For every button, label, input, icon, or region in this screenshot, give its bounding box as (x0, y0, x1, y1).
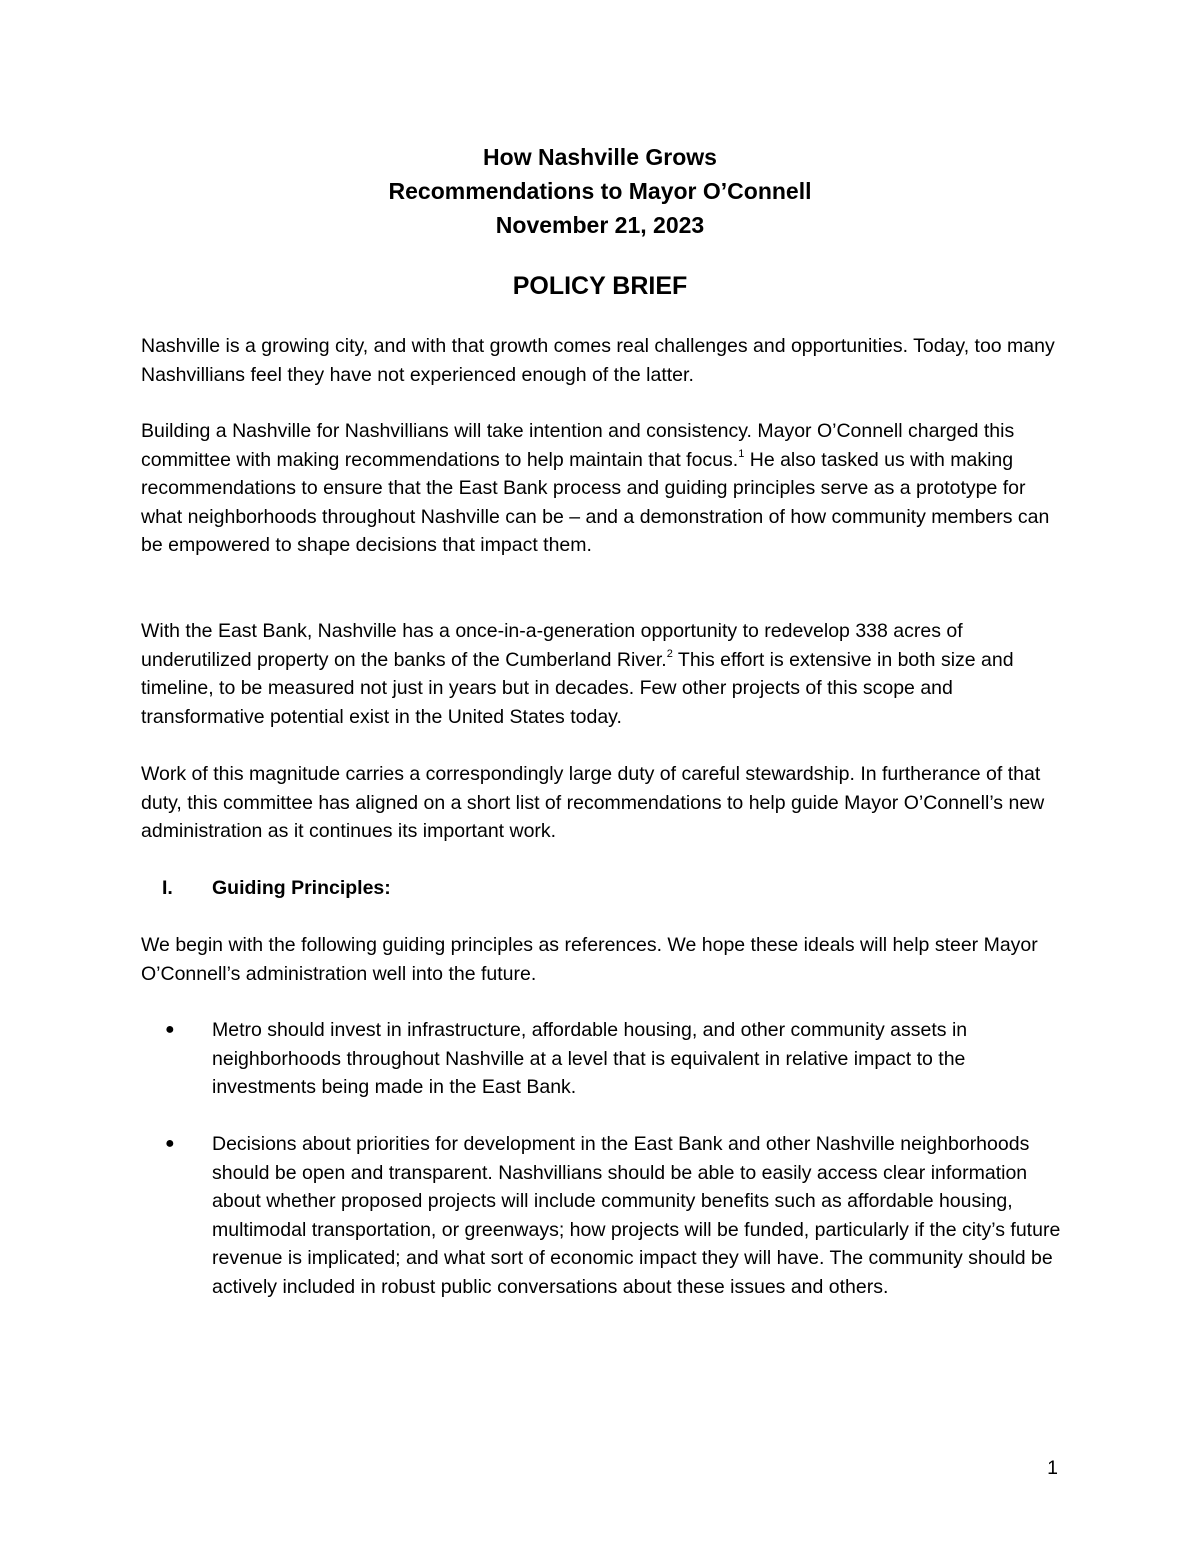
paragraph-text: He also tasked us with making recommendations to ensure that the East Bank process and guiding principles serve as a prototype for what neighborhoods throughout Nashville can be – and a demonstration of how community members can be empowered to shape decisions that impact them. (141, 448, 1050, 557)
paragraph-principles-intro: We begin with the following guiding principles as references. We hope these ideals will help steer Mayor O’Connell’s administration well into the future. (141, 934, 1038, 985)
paragraph-text: Building a Nashville for Nashvillians will take intention and consistency. Mayor O’Connell charged this committee with making recommendations to help maintain that focus. (141, 420, 1015, 471)
footnote-ref-1[interactable]: 1 (738, 448, 745, 461)
title-line-2: Recommendations to Mayor O’Connell (388, 178, 812, 204)
title-line-1: How Nashville Grows (483, 144, 717, 170)
paragraph-text: With the East Bank, Nashville has a once-in-a-generation opportunity to redevelop 338 acres of underutilized property on the banks of the Cumberland River. (141, 620, 963, 671)
section-title: Guiding Principles: (212, 877, 391, 899)
bullet-text: Decisions about priorities for development in the East Bank and other Nashville neighborhoods should be open and transparent. Nashvillians should be able to easily access clear information about whether proposed projects will include community benefits such as affordable housing, multimodal transportation, or greenways; how projects will be funded, particularly if the city’s future revenue is implicated; and what sort of economic impact they will have. The community should be actively included in robust public conversations about these issues and others. (212, 1133, 1061, 1298)
paragraph-east-bank (141, 617, 1071, 731)
title-line-3-date: November 21, 2023 (495, 212, 705, 238)
footnote-ref-2[interactable]: 2 (666, 648, 673, 661)
bullet-marker: ● (165, 1021, 175, 1038)
section-numeral: I. (162, 877, 173, 899)
document-title (0, 140, 1200, 242)
bullet-text: Metro should invest in infrastructure, affordable housing, and other community assets in neighborhoods throughout Nashville at a level that is equivalent in relative impact to the investments being made in the East Bank. (212, 1019, 968, 1099)
page-number: 1 (1047, 1457, 1058, 1479)
bullet-marker: ● (165, 1135, 175, 1152)
paragraph-committee-charge (141, 417, 1071, 560)
paragraph-intro: Nashville is a growing city, and with that growth comes real challenges and opportunities. Today, too many Nashvillians feel they have not experienced enough of the latter. (141, 335, 1055, 386)
section-heading-guiding-principles (162, 874, 391, 902)
policy-brief-heading: POLICY BRIEF (512, 272, 688, 300)
paragraph-text: This effort is extensive in both size and timeline, to be measured not just in years but in decades. Few other projects of this scope and transformative potential exist in the United States today. (141, 648, 1014, 728)
paragraph-stewardship: Work of this magnitude carries a correspondingly large duty of careful stewardship. In furtherance of that duty, this committee has aligned on a short list of recommendations to help guide Mayor O’Connell’s new administration as it continues its important work. (141, 763, 1045, 843)
